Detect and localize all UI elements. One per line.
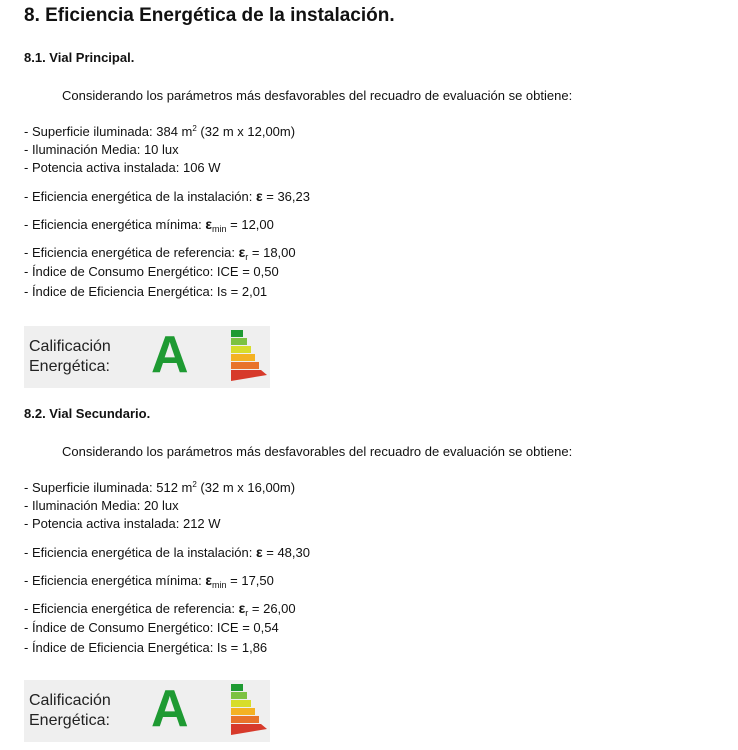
energy-scale-icon [229, 683, 269, 737]
potencia-line: - Potencia activa instalada: 212 W [24, 516, 221, 531]
badge-label: Calificación Energética: [29, 338, 111, 375]
superficie-line: - Superficie iluminada: 512 $m^2$ (32 m x 16,00m) [24, 480, 296, 495]
rating-letter: A [151, 326, 189, 384]
energy-scale-icon [229, 329, 269, 383]
ice-line: - Índice de Consumo Energético: ICE = 0,50 [24, 264, 279, 279]
eficiencia-line: - Eficiencia energética de la instalación: ε = 48,30 [24, 544, 310, 560]
ice-line: - Índice de Consumo Energético: ICE = 0,54 [24, 620, 279, 635]
potencia-line: - Potencia activa instalada: 106 W [24, 160, 221, 175]
rating-letter: A [151, 680, 189, 738]
section-title: 8.1. Vial Principal. [24, 50, 135, 65]
energy-rating-badge [24, 680, 270, 742]
eficiencia-ref-line: - Eficiencia energética de referencia: $\varepsilon_r = 26,00$ [24, 600, 296, 618]
eficiencia-line: - Eficiencia energética de la instalación: ε = 36,23 [24, 188, 310, 204]
energy-rating-badge [24, 326, 270, 388]
is-line: - Índice de Eficiencia Energética: Is = 1,86 [24, 640, 268, 655]
intro-text: Considerando los parámetros más desfavorables del recuadro de evaluación se obtiene: [62, 88, 573, 103]
page-title: 8. Eficiencia Energética de la instalación. [24, 5, 395, 26]
eficiencia-min-line: - Eficiencia energética mínima: $\varepsilon_{min} = 12,00$ [24, 216, 274, 234]
intro-text: Considerando los parámetros más desfavorables del recuadro de evaluación se obtiene: [62, 444, 573, 459]
superficie-line: - Superficie iluminada: 384 $m^2$ (32 m x 12,00m) [24, 124, 296, 139]
eficiencia-ref-line: - Eficiencia energética de referencia: $\varepsilon_r = 18,00$ [24, 244, 296, 262]
section-title: 8.2. Vial Secundario. [24, 406, 151, 421]
iluminacion-line: - Iluminación Media: 10 lux [24, 142, 179, 157]
eficiencia-min-line: - Eficiencia energética mínima: $\varepsilon_{min} = 17,50$ [24, 572, 274, 590]
iluminacion-line: - Iluminación Media: 20 lux [24, 498, 179, 513]
is-line: - Índice de Eficiencia Energética: Is = 2,01 [24, 284, 268, 299]
badge-label: Calificación Energética: [29, 692, 111, 729]
